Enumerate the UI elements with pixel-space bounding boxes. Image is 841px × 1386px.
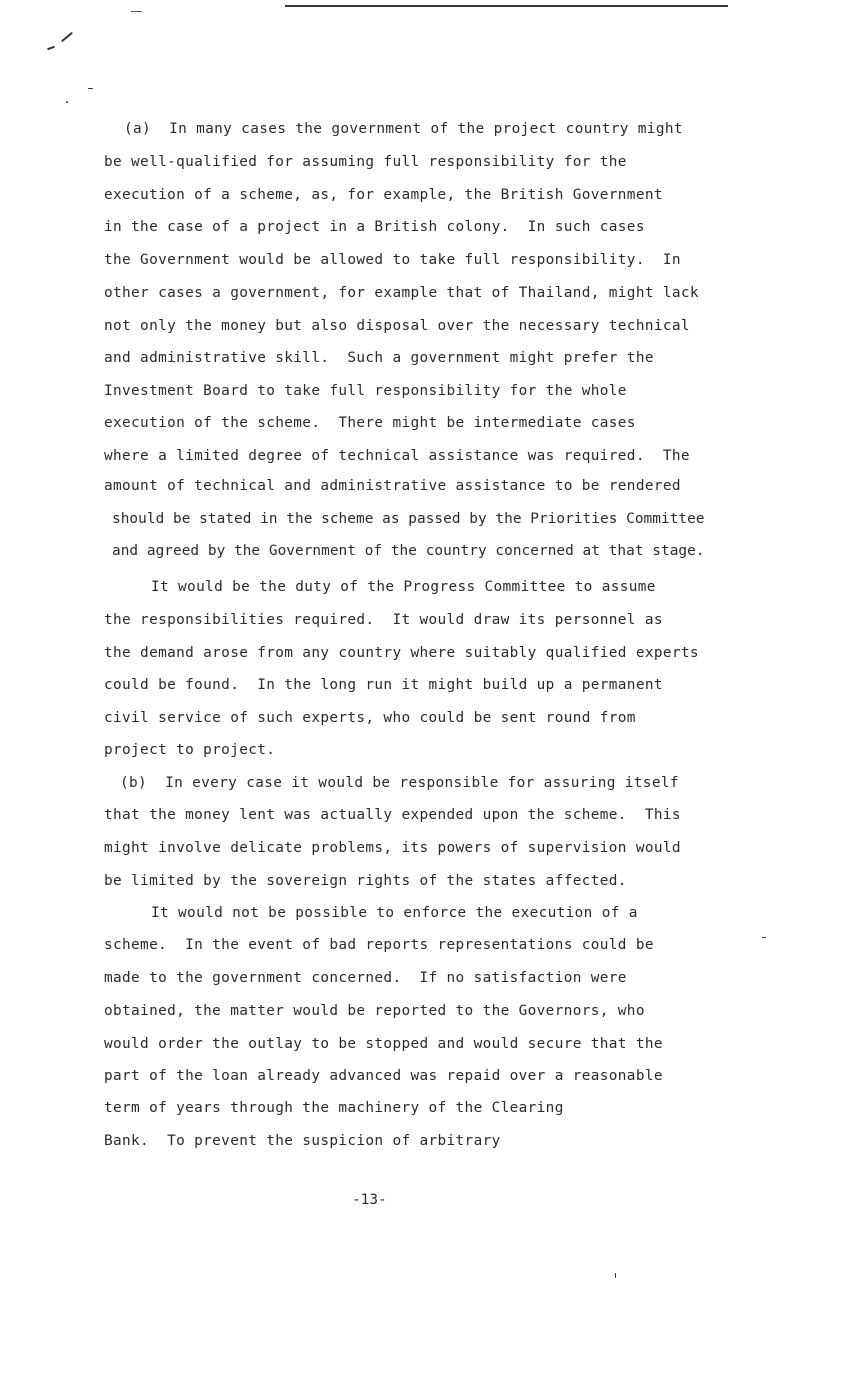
page-number: -13- bbox=[352, 1192, 387, 1208]
text-line: should be stated in the scheme as passed by the Priorities Committee bbox=[112, 511, 705, 527]
text-line: and administrative skill. Such a government might prefer the bbox=[104, 350, 654, 366]
text-line: Bank. To prevent the suspicion of arbitrary bbox=[104, 1133, 501, 1149]
text-line: would order the outlay to be stopped and would secure that the bbox=[104, 1036, 663, 1052]
text-line: could be found. In the long run it might build up a permanent bbox=[104, 677, 663, 693]
text-line: execution of a scheme, as, for example, the British Government bbox=[104, 187, 663, 203]
text-line: not only the money but also disposal over the necessary technical bbox=[104, 318, 690, 334]
text-line: and agreed by the Government of the country concerned at that stage. bbox=[112, 543, 705, 559]
ink-mark bbox=[61, 32, 73, 43]
ink-mark bbox=[47, 46, 55, 51]
text-line: obtained, the matter would be reported to the Governors, who bbox=[104, 1003, 645, 1019]
ink-mark bbox=[762, 937, 766, 938]
text-line: It would be the duty of the Progress Committee to assume bbox=[151, 579, 656, 595]
ink-mark bbox=[88, 88, 93, 89]
text-line: amount of technical and administrative assistance to be rendered bbox=[104, 478, 681, 494]
text-line: the demand arose from any country where suitably qualified experts bbox=[104, 645, 699, 661]
text-line: Investment Board to take full responsibility for the whole bbox=[104, 383, 627, 399]
text-line: where a limited degree of technical assistance was required. The bbox=[104, 448, 690, 464]
text-line: project to project. bbox=[104, 742, 276, 758]
top-rule bbox=[285, 5, 728, 7]
text-line: (b) In every case it would be responsible for assuring itself bbox=[120, 775, 679, 791]
text-line: made to the government concerned. If no satisfaction were bbox=[104, 970, 627, 986]
text-line: the responsibilities required. It would draw its personnel as bbox=[104, 612, 663, 628]
text-line: be well-qualified for assuming full responsibility for the bbox=[104, 154, 627, 170]
text-line: might involve delicate problems, its powers of supervision would bbox=[104, 840, 681, 856]
ink-mark bbox=[615, 1273, 616, 1278]
text-line: part of the loan already advanced was repaid over a reasonable bbox=[104, 1068, 663, 1084]
ink-mark bbox=[66, 101, 68, 103]
text-line: the Government would be allowed to take full responsibility. In bbox=[104, 252, 681, 268]
text-line: other cases a government, for example that of Thailand, might lack bbox=[104, 285, 699, 301]
text-line: scheme. In the event of bad reports representations could be bbox=[104, 937, 654, 953]
text-line: be limited by the sovereign rights of the states affected. bbox=[104, 873, 627, 889]
text-line: execution of the scheme. There might be intermediate cases bbox=[104, 415, 636, 431]
text-line: in the case of a project in a British colony. In such cases bbox=[104, 219, 645, 235]
top-mark bbox=[131, 11, 142, 12]
text-line: It would not be possible to enforce the execution of a bbox=[151, 905, 638, 921]
text-line: (a) In many cases the government of the project country might bbox=[124, 121, 683, 137]
text-line: term of years through the machinery of the Clearing bbox=[104, 1100, 564, 1116]
text-line: that the money lent was actually expended upon the scheme. This bbox=[104, 807, 681, 823]
text-line: civil service of such experts, who could be sent round from bbox=[104, 710, 636, 726]
